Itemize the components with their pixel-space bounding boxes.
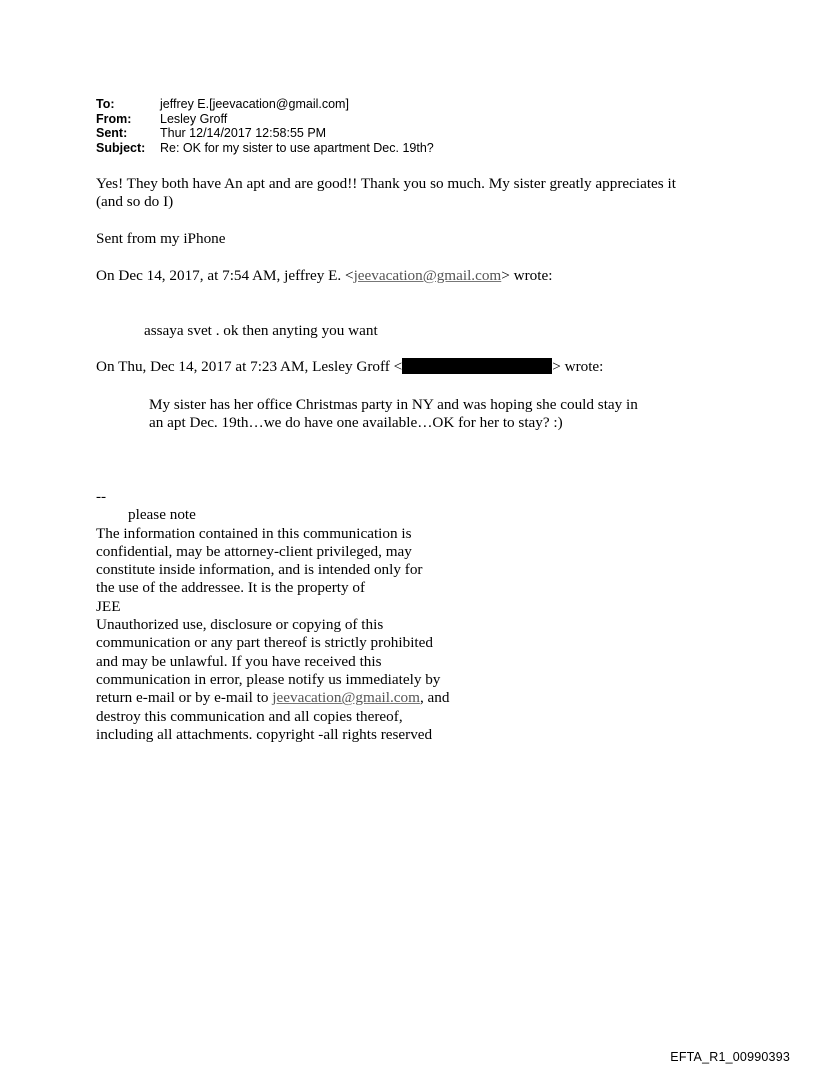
disclaimer-line: destroy this communication and all copies thereof, [96, 707, 403, 725]
disclaimer-line: communication or any part thereof is strictly prohibited [96, 634, 433, 652]
subject-label: Subject: [96, 140, 146, 155]
disclaimer-line: constitute inside information, and is intended only for [96, 561, 423, 579]
subject-row [96, 141, 434, 156]
to-value: jeffrey E.[jeevacation@gmail.com] [160, 97, 349, 111]
disclaimer-line: confidential, may be attorney-client privileged, may [96, 542, 412, 560]
confidentiality-disclaimer [96, 488, 449, 744]
disclaimer-email-line [96, 689, 449, 707]
disclaimer-line: communication in error, please notify us immediately by [96, 670, 441, 688]
quote-header-2-prefix: On Thu, Dec 14, 2017 at 7:23 AM, Lesley Groff < [96, 358, 403, 375]
quote-header-1-suffix: > wrote: [501, 267, 553, 284]
email-header [96, 97, 434, 155]
disclaimer-line: JEE [96, 597, 121, 615]
quote-header-2-suffix: > wrote: [552, 358, 604, 375]
disclaimer-line: Unauthorized use, disclosure or copying of this [96, 616, 384, 634]
disclaimer-dashes: -- [96, 488, 107, 505]
to-label: To: [96, 97, 115, 111]
from-value: Lesley Groff [160, 111, 228, 126]
disclaimer-line: and may be unlawful. If you have received this [96, 652, 382, 670]
disclaimer-line: The information contained in this communication is [96, 524, 412, 542]
to-row [96, 97, 434, 112]
jeffrey-reply: assaya svet . ok then anyting you want [144, 322, 378, 339]
sent-row [96, 126, 434, 141]
document-id: EFTA_R1_00990393 [670, 1050, 790, 1064]
original-line-1: My sister has her office Christmas party in NY and was hoping she could stay in [149, 396, 638, 413]
disclaimer-line: including all attachments. copyright -all rights reserved [96, 725, 433, 743]
disclaimer-email-link[interactable]: jeevacation@gmail.com [272, 689, 420, 707]
disclaimer-please-note: please note [128, 506, 196, 524]
reply-line-1: Yes! They both have An apt and are good!! Thank you so much. My sister greatly appreciates it [96, 175, 676, 192]
sent-value: Thur 12/14/2017 12:58:55 PM [160, 126, 327, 140]
subject-value: Re: OK for my sister to use apartment Dec. 19th? [160, 140, 434, 155]
from-label: From: [96, 111, 132, 126]
signature: Sent from my iPhone [96, 230, 226, 247]
reply-line-2: (and so do I) [96, 193, 174, 210]
from-row [96, 112, 434, 127]
sent-label: Sent: [96, 126, 128, 140]
disclaimer-email-prefix: return e-mail or by e-mail to [96, 689, 273, 707]
disclaimer-email-suffix: , and [419, 689, 450, 707]
quote-header-1 [96, 267, 552, 285]
original-line-2: an apt Dec. 19th…we do have one available…OK for her to stay? :) [149, 414, 563, 431]
quote-header-1-email-link[interactable]: jeevacation@gmail.com [353, 267, 502, 284]
redaction-block [402, 358, 552, 374]
quote-header-1-prefix: On Dec 14, 2017, at 7:54 AM, jeffrey E. < [96, 267, 354, 284]
disclaimer-line: the use of the addressee. It is the property of [96, 579, 366, 597]
quote-header-2 [96, 358, 603, 376]
